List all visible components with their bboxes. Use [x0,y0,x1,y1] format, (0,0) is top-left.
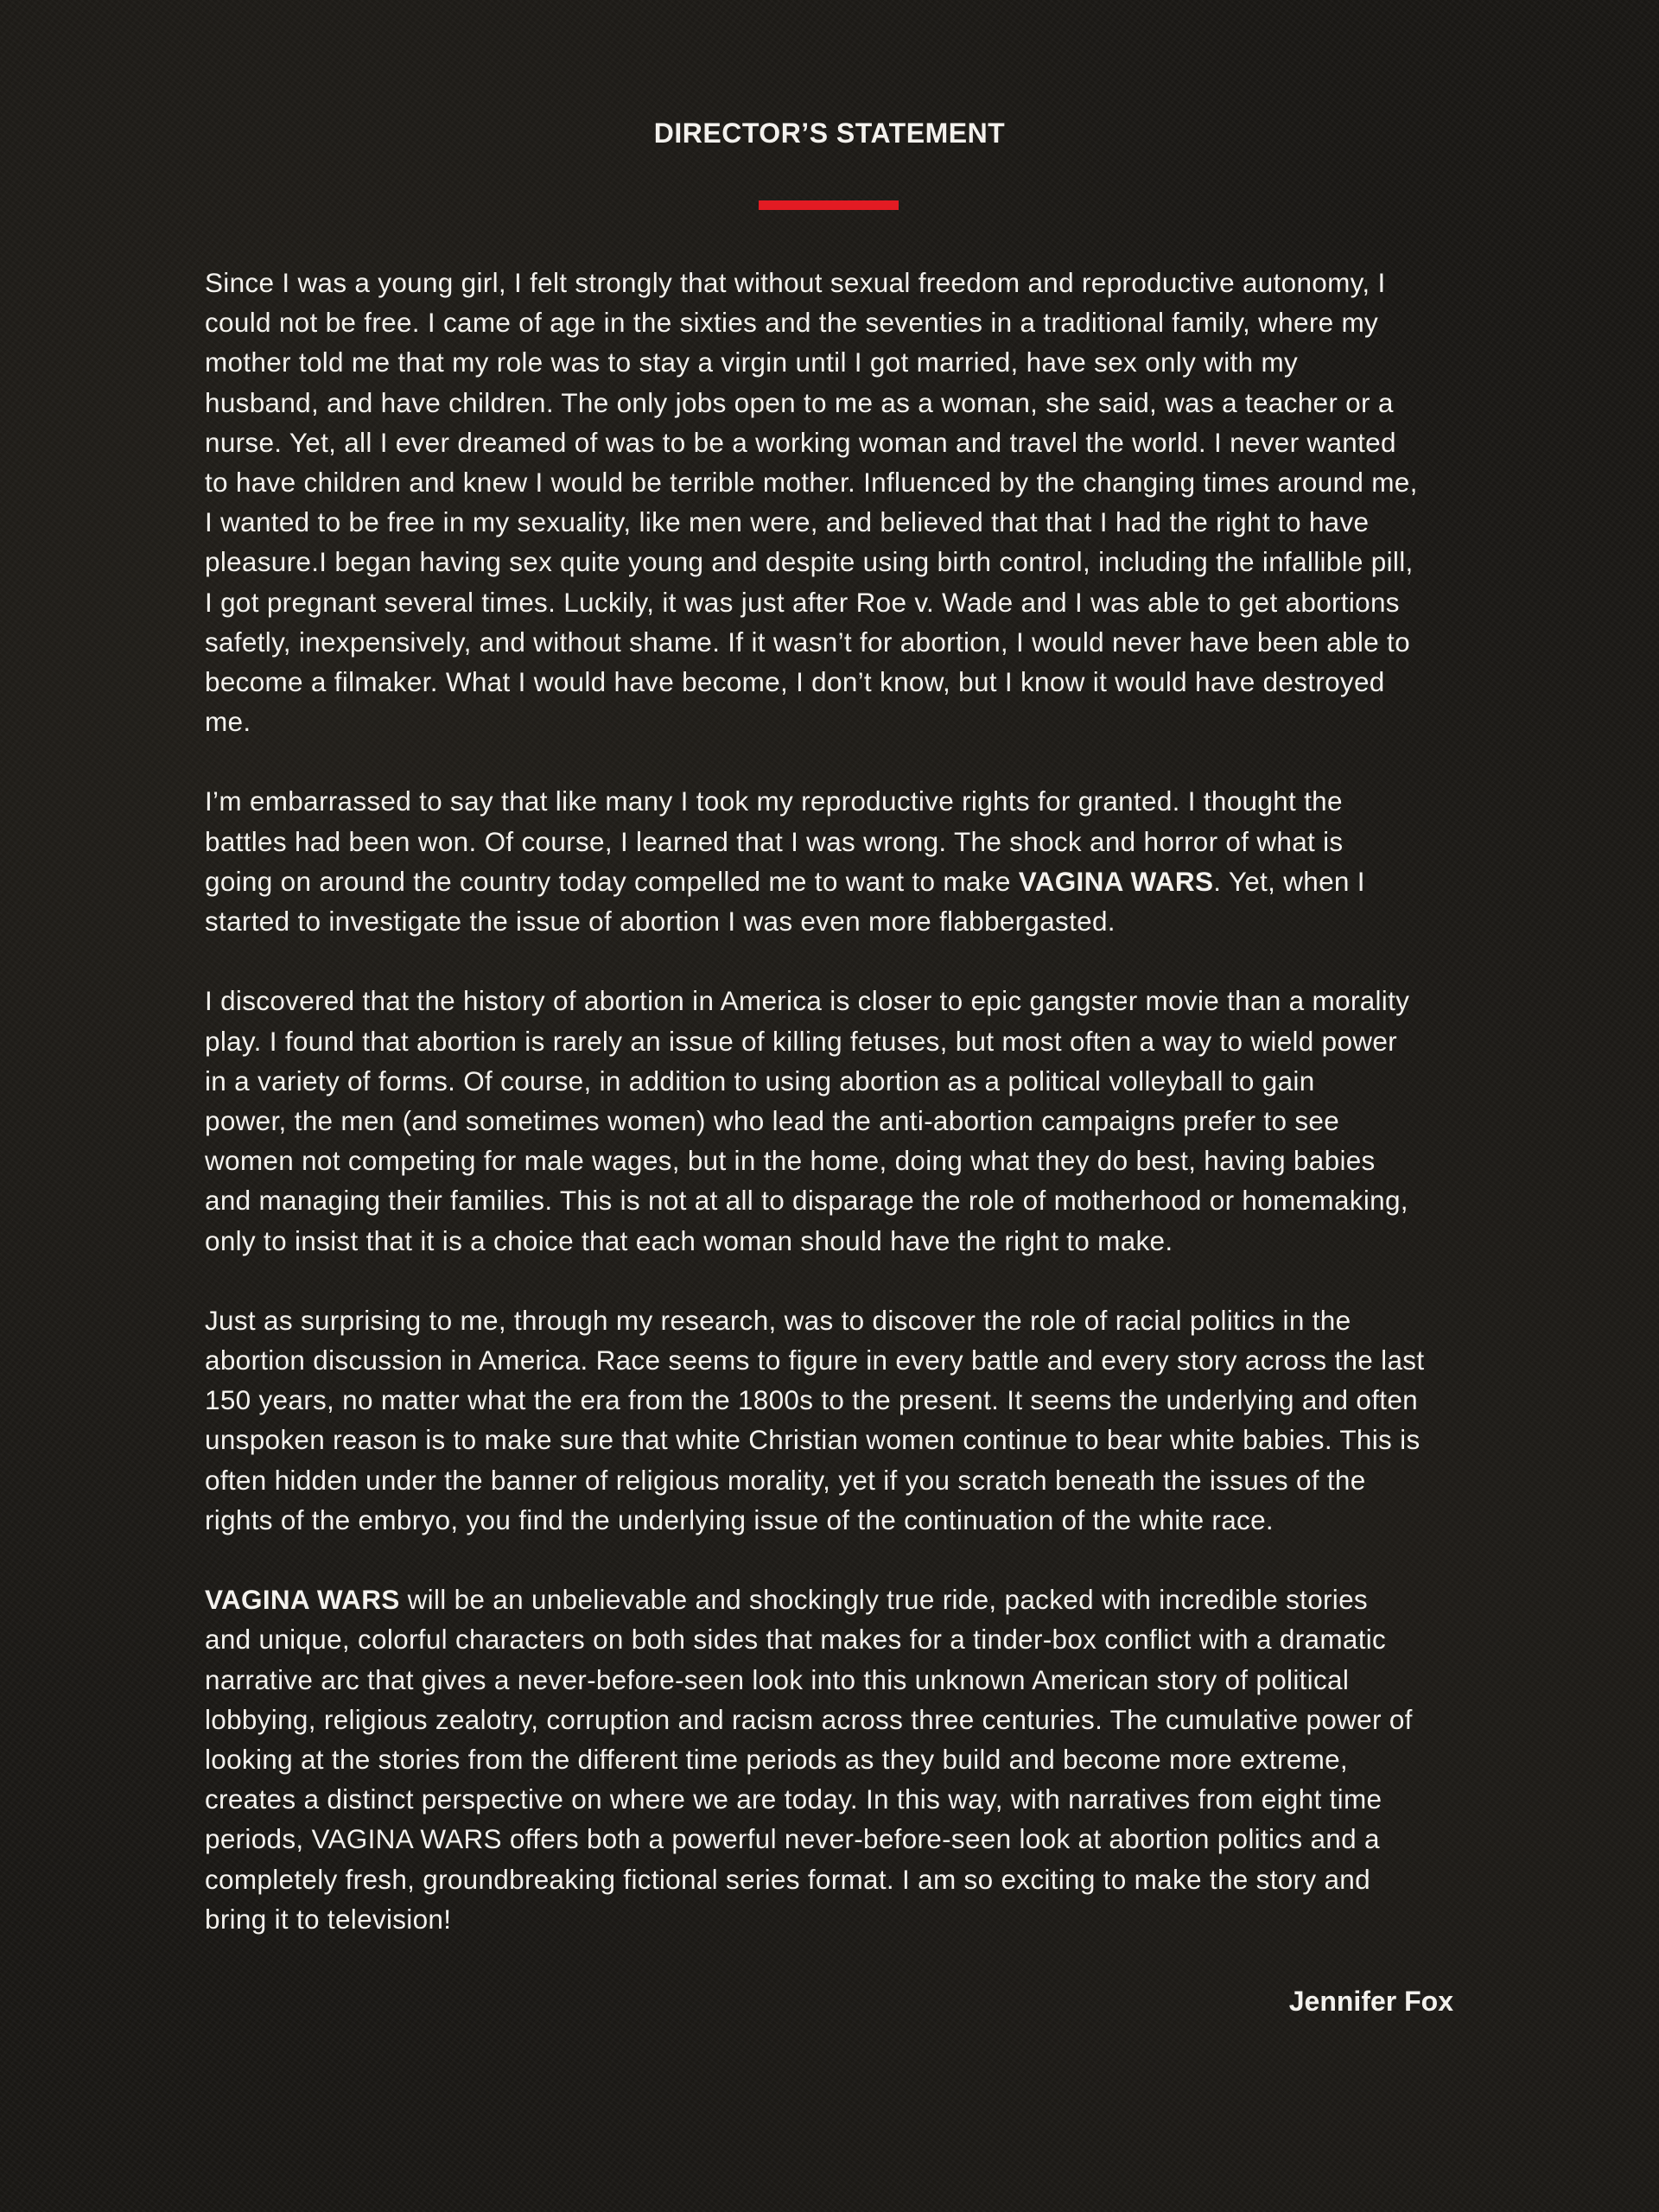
text-line [205,901,1466,941]
bold-title-text: VAGINA WARS [1018,865,1214,897]
paragraph-spacer [205,741,1466,781]
text-segment: completely fresh, groundbreaking fictional series format. I am so exciting to make the story and [205,1863,1370,1895]
paragraph-spacer [205,1540,1466,1580]
text-line [205,1859,1466,1899]
text-segment: Since I was a young girl, I felt strongly that without sexual freedom and reproductive autonomy, I [205,267,1386,298]
text-segment: women not competing for male wages, but in the home, doing what they do best, having babies [205,1145,1376,1177]
text-segment: often hidden under the banner of religious morality, yet if you scratch beneath the issues of the [205,1464,1366,1496]
text-line [205,622,1466,662]
bold-title-text: VAGINA WARS [205,1584,400,1616]
text-segment: lobbying, religious zealotry, corruption and racism across three centuries. The cumulative power of [205,1703,1413,1735]
text-line [205,662,1466,702]
red-divider [759,200,899,210]
text-line [205,1460,1466,1500]
text-segment: battles had been won. Of course, I learned that I was wrong. The shock and horror of what is [205,825,1344,857]
text-line [205,1141,1466,1180]
paragraph [205,1300,1466,1540]
text-line [205,542,1466,582]
text-segment: I wanted to be free in my sexuality, like men were, and believed that that I had the right to have [205,506,1370,538]
text-segment: and unique, colorful characters on both sides that makes for a tinder-box conflict with a dramatic [205,1624,1387,1656]
text-line [205,1619,1466,1659]
text-line [205,702,1466,741]
text-line [205,1420,1466,1459]
text-line [205,781,1466,821]
text-segment: . Yet, when I [1213,865,1365,897]
text-segment: safetly, inexpensively, and without shame. If it wasn’t for abortion, I would never have been able to [205,626,1410,658]
text-line [205,1779,1466,1819]
text-line [205,1739,1466,1779]
page-title: DIRECTOR’S STATEMENT [653,118,1006,149]
text-segment: could not be free. I came of age in the sixties and the seventies in a traditional family, where my [205,307,1379,339]
text-segment: unspoken reason is to make sure that white Christian women continue to bear white babies. This is [205,1424,1421,1456]
signature: Jennifer Fox [1288,1986,1453,2017]
text-line [205,1899,1466,1939]
text-segment: I got pregnant several times. Luckily, it was just after Roe v. Wade and I was able to get abortions [205,586,1400,618]
paragraph-spacer [205,941,1466,981]
text-segment: in a variety of forms. Of course, in addition to using abortion as a political volleyball to gain [205,1065,1315,1096]
text-segment: I discovered that the history of abortion in America is closer to epic gangster movie than a morality [205,985,1410,1017]
text-segment: started to investigate the issue of abortion I was even more flabbergasted. [205,906,1116,937]
text-segment: going on around the country today compelled me to want to make [205,865,1019,897]
text-line [205,861,1466,901]
text-segment: become a filmaker. What I would have become, I don’t know, but I know it would have destroyed [205,665,1385,697]
text-line [205,1380,1466,1420]
text-line [205,423,1466,462]
text-segment: only to insist that it is a choice that each woman should have the right to make. [205,1224,1173,1256]
text-segment: abortion discussion in America. Race seems to figure in every battle and every story across the last [205,1344,1425,1376]
text-segment: periods, VAGINA WARS offers both a powerful never-before-seen look at abortion politics and a [205,1823,1380,1855]
text-segment: Just as surprising to me, through my research, was to discover the role of racial politics in the [205,1304,1351,1336]
text-line [205,383,1466,423]
paragraph-spacer [205,1261,1466,1300]
text-line [205,822,1466,861]
paragraph [205,781,1466,941]
text-line [205,582,1466,622]
text-line [205,1500,1466,1540]
text-line [205,342,1466,382]
text-line [205,1340,1466,1380]
text-segment: pleasure.I began having sex quite young and despite using birth control, including the infallible pill, [205,546,1414,578]
text-line [205,1021,1466,1061]
text-segment: will be an unbelievable and shockingly true ride, packed with incredible stories [399,1584,1368,1616]
text-segment: power, the men (and sometimes women) who lead the anti-abortion campaigns prefer to see [205,1104,1340,1136]
text-segment: narrative arc that gives a never-before-seen look into this unknown American story of political [205,1663,1350,1695]
text-line [205,1660,1466,1700]
text-segment: creates a distinct perspective on where we are today. In this way, with narratives from eight time [205,1783,1382,1815]
text-line [205,263,1466,302]
paragraph [205,981,1466,1260]
text-segment: husband, and have children. The only jobs open to me as a woman, she said, was a teacher or a [205,386,1394,418]
text-line [205,1180,1466,1220]
text-segment: looking at the stories from the different time periods as they build and become more extreme, [205,1743,1348,1775]
text-line [205,1061,1466,1101]
text-line [205,462,1466,502]
text-line [205,1101,1466,1141]
paragraph [205,263,1466,741]
text-segment: play. I found that abortion is rarely an issue of killing fetuses, but most often a way to wield power [205,1025,1397,1057]
text-segment: rights of the embryo, you find the underlying issue of the continuation of the white race. [205,1503,1274,1535]
text-segment: nurse. Yet, all I ever dreamed of was to be a working woman and travel the world. I never wanted [205,426,1396,458]
text-segment: mother told me that my role was to stay a virgin until I got married, have sex only with my [205,346,1299,378]
text-segment: and managing their families. This is not at all to disparage the role of motherhood or homemaking, [205,1185,1408,1217]
paragraph [205,1580,1466,1939]
text-line [205,302,1466,342]
text-segment: bring it to television! [205,1903,452,1935]
text-line [205,1300,1466,1340]
text-line [205,1221,1466,1261]
text-segment: to have children and knew I would be terrible mother. Influenced by the changing times around me, [205,466,1418,498]
statement-body [205,263,1466,1939]
text-line [205,1580,1466,1619]
text-line [205,502,1466,542]
text-line [205,981,1466,1020]
text-segment: 150 years, no matter what the era from the 1800s to the present. It seems the underlying and often [205,1384,1418,1416]
text-segment: me. [205,706,251,738]
text-segment: I’m embarrassed to say that like many I took my reproductive rights for granted. I thought the [205,785,1343,817]
text-line [205,1819,1466,1859]
text-line [205,1700,1466,1739]
